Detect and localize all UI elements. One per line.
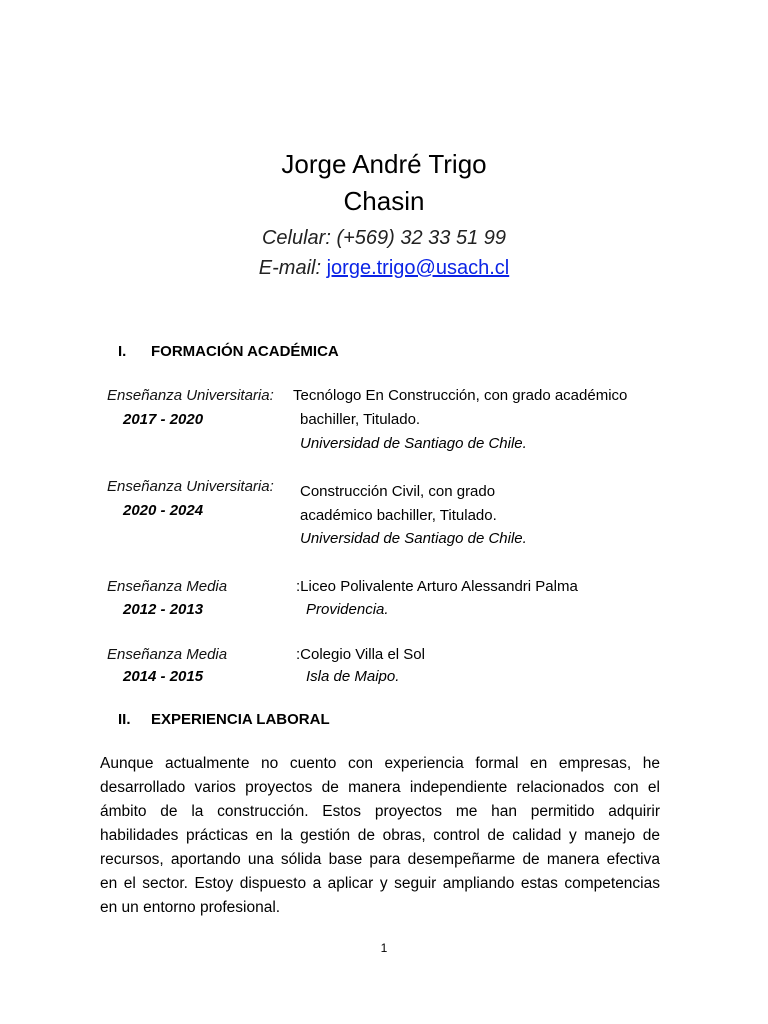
entry-4-years: 2014 - 2015 <box>123 668 204 685</box>
entry-2-label: Enseñanza Universitaria: <box>107 478 274 495</box>
entry-2-years: 2020 - 2024 <box>123 502 204 519</box>
paragraph-line: Aunque actualmente no cuento con experiencia formal en empresas, he <box>100 755 660 772</box>
entry-1-line-3: Universidad de Santiago de Chile. <box>300 435 527 452</box>
paragraph-line: en el sector. Estoy dispuesto a aplicar y seguir ampliando estas competencias <box>100 875 660 892</box>
entry-2-line-2: académico bachiller, Titulado. <box>300 507 497 524</box>
entry-3-line-2: Providencia. <box>306 601 389 618</box>
paragraph-line: habilidades prácticas en la gestión de obras, control de calidad y manejo de <box>100 827 660 844</box>
section-1-title: FORMACIÓN ACADÉMICA <box>151 343 339 360</box>
section-2-title: EXPERIENCIA LABORAL <box>151 711 330 728</box>
entry-1-line-1: Tecnólogo En Construcción, con grado académico <box>293 387 628 404</box>
entry-4-line-1: :Colegio Villa el Sol <box>296 646 425 663</box>
paragraph-line: desarrollado varios proyectos de manera independiente relacionados con el <box>100 779 660 796</box>
section-1-number: I. <box>118 343 127 360</box>
email-link[interactable]: jorge.trigo@usach.cl <box>326 257 510 279</box>
section-2-number: II. <box>118 711 131 728</box>
entry-4-label: Enseñanza Media <box>107 646 228 663</box>
paragraph-line: ámbito de la construcción. Estos proyectos me han permitido adquirir <box>100 803 660 820</box>
paragraph-line: en un entorno profesional. <box>100 899 281 916</box>
email-label: E-mail: <box>258 257 322 279</box>
name-line-1: Jorge André Trigo <box>281 149 487 179</box>
page-number: 1 <box>380 941 388 955</box>
entry-1-years: 2017 - 2020 <box>123 411 204 428</box>
email-line <box>0 253 768 283</box>
entry-1-label: Enseñanza Universitaria: <box>107 387 274 404</box>
entry-1-line-2: bachiller, Titulado. <box>300 411 421 428</box>
entry-2-line-3: Universidad de Santiago de Chile. <box>300 530 527 547</box>
entry-3-label: Enseñanza Media <box>107 578 228 595</box>
name-line-2: Chasin <box>343 186 425 216</box>
entry-4-line-2: Isla de Maipo. <box>306 668 400 685</box>
entry-2-line-1: Construcción Civil, con grado <box>300 483 496 500</box>
experience-paragraph <box>100 752 660 920</box>
paragraph-line: recursos, aportando una sólida base para desempeñarme de manera efectiva <box>100 851 660 868</box>
phone-text: Celular: (+569) 32 33 51 99 <box>261 227 507 249</box>
entry-3-years: 2012 - 2013 <box>123 601 204 618</box>
entry-3-line-1: :Liceo Polivalente Arturo Alessandri Palma <box>296 578 578 595</box>
